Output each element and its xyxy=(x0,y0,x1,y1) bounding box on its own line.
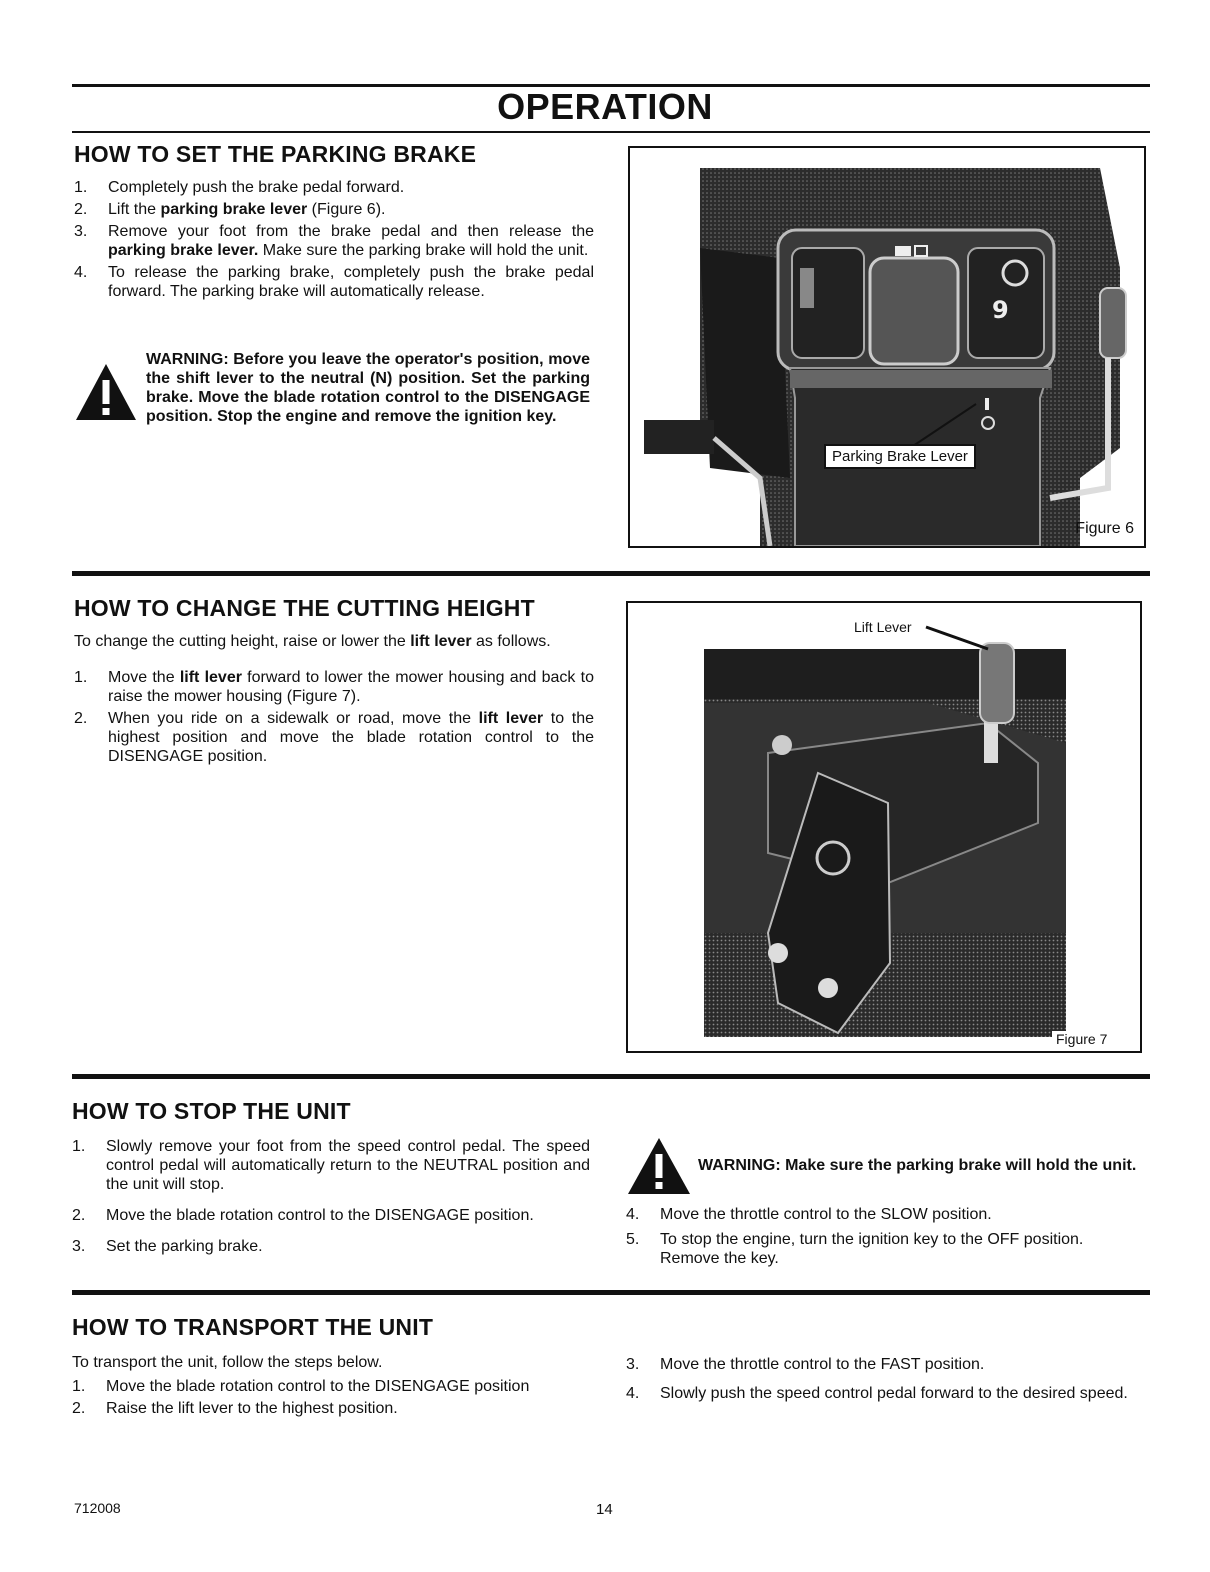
stop-unit-steps-right xyxy=(626,1205,1144,1271)
figure-7-caption: Figure 7 xyxy=(1052,1031,1111,1047)
figure-7-callout: Lift Lever xyxy=(854,619,912,635)
transport-steps-right xyxy=(626,1355,1144,1406)
list-item: 1. Slowly remove your foot from the speed control pedal. The speed control pedal will automatically return to the NEUTRAL position and the unit will stop. xyxy=(72,1138,590,1193)
transport-heading: HOW TO TRANSPORT THE UNIT xyxy=(72,1314,434,1340)
list-item: 4. Slowly push the speed control pedal forward to the desired speed. xyxy=(626,1385,1128,1402)
warning-triangle-icon xyxy=(74,362,138,422)
warning-triangle-icon xyxy=(626,1136,692,1196)
list-item: 3. Move the throttle control to the FAST position. xyxy=(626,1356,985,1373)
cutting-height-heading: HOW TO CHANGE THE CUTTING HEIGHT xyxy=(74,595,535,621)
cutting-height-intro: To change the cutting height, raise or lower the lift lever as follows. xyxy=(74,633,551,650)
list-item: 3. Remove your foot from the brake pedal and then release the parking brake lever. Make sure the parking brake will hold the unit. xyxy=(74,223,594,259)
page-number: 14 xyxy=(596,1501,613,1518)
section-divider xyxy=(72,1290,1150,1295)
stop-unit-heading: HOW TO STOP THE UNIT xyxy=(72,1098,351,1124)
section-divider xyxy=(72,571,1150,576)
doc-number: 712008 xyxy=(74,1500,121,1516)
transport-steps-left xyxy=(72,1377,590,1421)
list-item: 2. Move the blade rotation control to the DISENGAGE position. xyxy=(72,1207,534,1224)
figure-6 xyxy=(628,146,1146,548)
figure-7 xyxy=(626,601,1142,1053)
figure-6-callout: Parking Brake Lever xyxy=(824,444,976,469)
list-item: 2. When you ride on a sidewalk or road, move the lift lever to the highest position and move the blade rotation control to the DISENGAGE position. xyxy=(74,710,595,765)
list-item: 1. Completely push the brake pedal forward. xyxy=(74,179,405,196)
stop-unit-warning: WARNING: Make sure the parking brake will hold the unit. xyxy=(698,1157,1137,1174)
parking-brake-warning: WARNING: Before you leave the operator's position, move the shift lever to the neutral (N) position. Set the parking brake. Move the blade rotation control to the DISENGAGE position. Stop the engine and remove the ignition key. xyxy=(146,351,590,425)
section-divider xyxy=(72,1074,1150,1079)
list-item: 2. Lift the parking brake lever (Figure 6). xyxy=(74,201,386,218)
cutting-height-steps xyxy=(74,668,594,769)
list-item: 4. Move the throttle control to the SLOW position. xyxy=(626,1206,992,1223)
stop-unit-steps-left xyxy=(72,1137,590,1259)
list-item: 5. To stop the engine, turn the ignition key to the OFF position. Remove the key. xyxy=(626,1231,1084,1267)
list-item: 1. Move the lift lever forward to lower the mower housing and back to raise the mower housing (Figure 7). xyxy=(74,669,594,705)
list-item: 2. Raise the lift lever to the highest position. xyxy=(72,1400,398,1417)
list-item: 1. Move the blade rotation control to the DISENGAGE position xyxy=(72,1378,530,1395)
transport-intro: To transport the unit, follow the steps below. xyxy=(72,1354,383,1371)
page-title: OPERATION xyxy=(497,86,713,127)
list-item: 3. Set the parking brake. xyxy=(72,1238,263,1255)
svg-text:9: 9 xyxy=(992,296,1009,324)
title-underline xyxy=(72,131,1150,133)
parking-brake-heading: HOW TO SET THE PARKING BRAKE xyxy=(74,141,477,167)
list-item: 4. To release the parking brake, completely push the brake pedal forward. The parking brake will automatically release. xyxy=(74,264,594,300)
lift-lever-illustration xyxy=(628,603,1140,1051)
parking-brake-steps xyxy=(74,178,594,304)
figure-6-caption: Figure 6 xyxy=(1075,520,1134,537)
parking-brake-illustration xyxy=(630,148,1144,546)
